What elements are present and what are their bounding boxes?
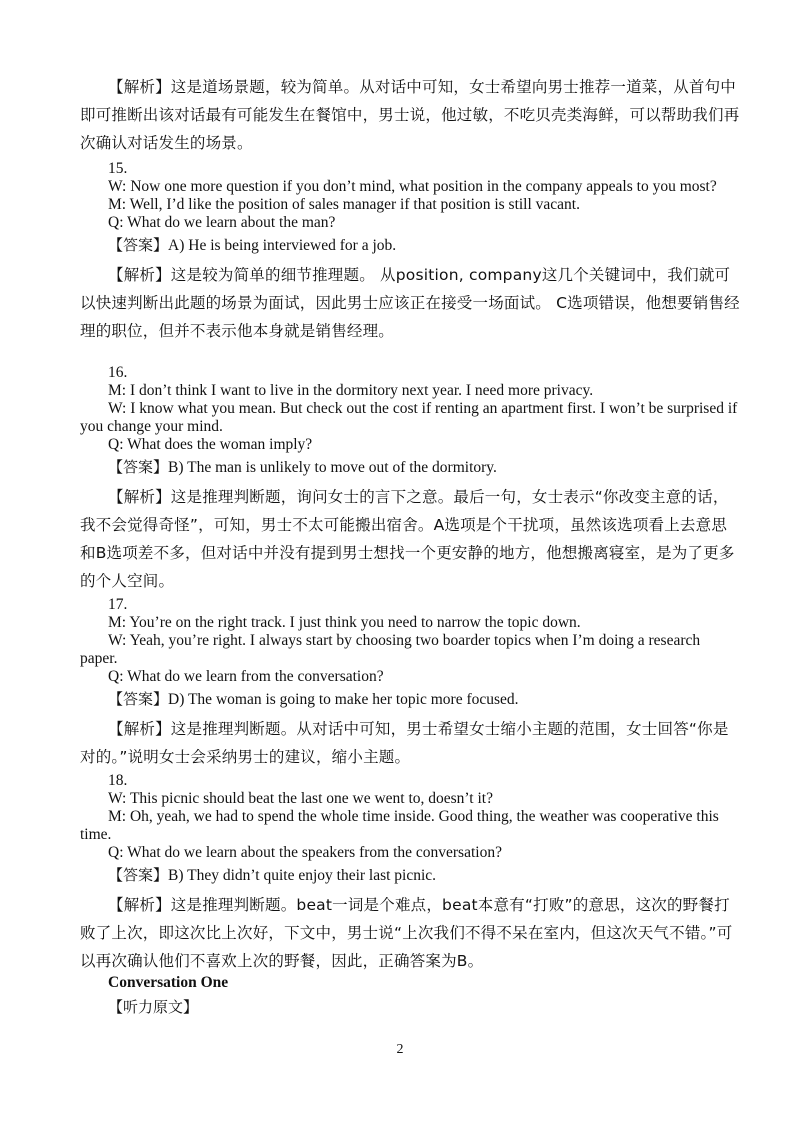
question-number: 16.: [108, 364, 128, 381]
answer-text: A) He is being interviewed for a job.: [168, 237, 397, 254]
dialogue-line: W: This picnic should beat the last one we went to, doesn’t it?: [108, 790, 493, 807]
conversation-heading: Conversation One: [108, 974, 229, 991]
analysis-14-text: 【解析】这是道场景题，较为简单。从对话中可知，女士希望向男士推荐一道菜，从首句中即可推断出该对话最有可能发生在餐馆中，男士说，他过敏，不吃贝壳类海鲜，可以帮助我们再次确认对话发生的场景。: [80, 78, 740, 152]
question-number: 17.: [108, 596, 128, 613]
answer-tag: 【答案】: [108, 458, 169, 476]
question-text: Q: What do we learn about the man?: [108, 214, 336, 231]
conversation-section: [80, 974, 740, 1018]
dialogue-line: M: Oh, yeah, we had to spend the whole time inside. Good thing, the weather was cooperative this time.: [80, 808, 723, 843]
dialogue-line: M: You’re on the right track. I just think you need to narrow the topic down.: [108, 614, 581, 631]
answer-text: D) The woman is going to make her topic more focused.: [168, 691, 519, 708]
dialogue-line: M: Well, I’d like the position of sales manager if that position is still vacant.: [108, 196, 580, 213]
answer-line: [80, 234, 740, 257]
analysis-14: [80, 73, 740, 157]
answer-line: [80, 456, 740, 479]
answer-line: [80, 864, 740, 887]
analysis-text: 【解析】这是推理判断题。从对话中可知，男士希望女士缩小主题的范围，女士回答“你是对的。”说明女士会采纳男士的建议，缩小主题。: [80, 720, 729, 766]
answer-tag: 【答案】: [108, 236, 169, 254]
dialogue-line: W: Yeah, you’re right. I always start by choosing two boarder topics when I’m doing a research paper.: [80, 632, 705, 667]
dialogue-line: W: Now one more question if you don’t mind, what position in the company appeals to you most?: [108, 178, 717, 195]
question-number: 15.: [108, 160, 128, 177]
question-16: [80, 364, 740, 595]
question-18: [80, 772, 740, 975]
answer-tag: 【答案】: [108, 866, 169, 884]
analysis-text: 【解析】这是较为简单的细节推理题。 从position, company这几个关键词中，我们就可以快速判断出此题的场景为面试，因此男士应该正在接受一场面试。 C选项错误，他想要销售经理的职位，但并不表示他本身就是销售经理。: [80, 266, 740, 340]
answer-text: B) The man is unlikely to move out of the dormitory.: [168, 459, 497, 476]
answer-tag: 【答案】: [108, 690, 169, 708]
analysis-text: 【解析】这是推理判断题。beat一词是个难点，beat本意有“打败”的意思，这次的野餐打败了上次，即这次比上次好，下文中，男士说“上次我们不得不呆在室内，但这次天气不错。”可以再次确认他们不喜欢上次的野餐，因此，正确答案为B。: [80, 896, 733, 970]
page-number: 2: [396, 1042, 404, 1057]
question-text: Q: What does the woman imply?: [108, 436, 313, 453]
question-17: [80, 596, 740, 771]
question-15: [80, 160, 740, 345]
dialogue-line: M: I don’t think I want to live in the dormitory next year. I need more privacy.: [108, 382, 594, 399]
dialogue-line: W: I know what you mean. But check out the cost if renting an apartment first. I won’t be surprised if you change your mind.: [80, 400, 742, 435]
answer-line: [80, 688, 740, 711]
answer-text: B) They didn’t quite enjoy their last picnic.: [168, 867, 437, 884]
question-text: Q: What do we learn about the speakers from the conversation?: [108, 844, 502, 861]
question-number: 18.: [108, 772, 128, 789]
analysis-text: 【解析】这是推理判断题，询问女士的言下之意。最后一句，女士表示“你改变主意的话，我不会觉得奇怪”，可知，男士不太可能搬出宿舍。A选项是个干扰项，虽然该选项看上去意思和B选项差不多，但对话中并没有提到男士想找一个更安静的地方，他想搬离寝室，是为了更多的个人空间。: [80, 488, 735, 590]
question-text: Q: What do we learn from the conversation?: [108, 668, 384, 685]
listening-tag: 【听力原文】: [108, 998, 199, 1016]
